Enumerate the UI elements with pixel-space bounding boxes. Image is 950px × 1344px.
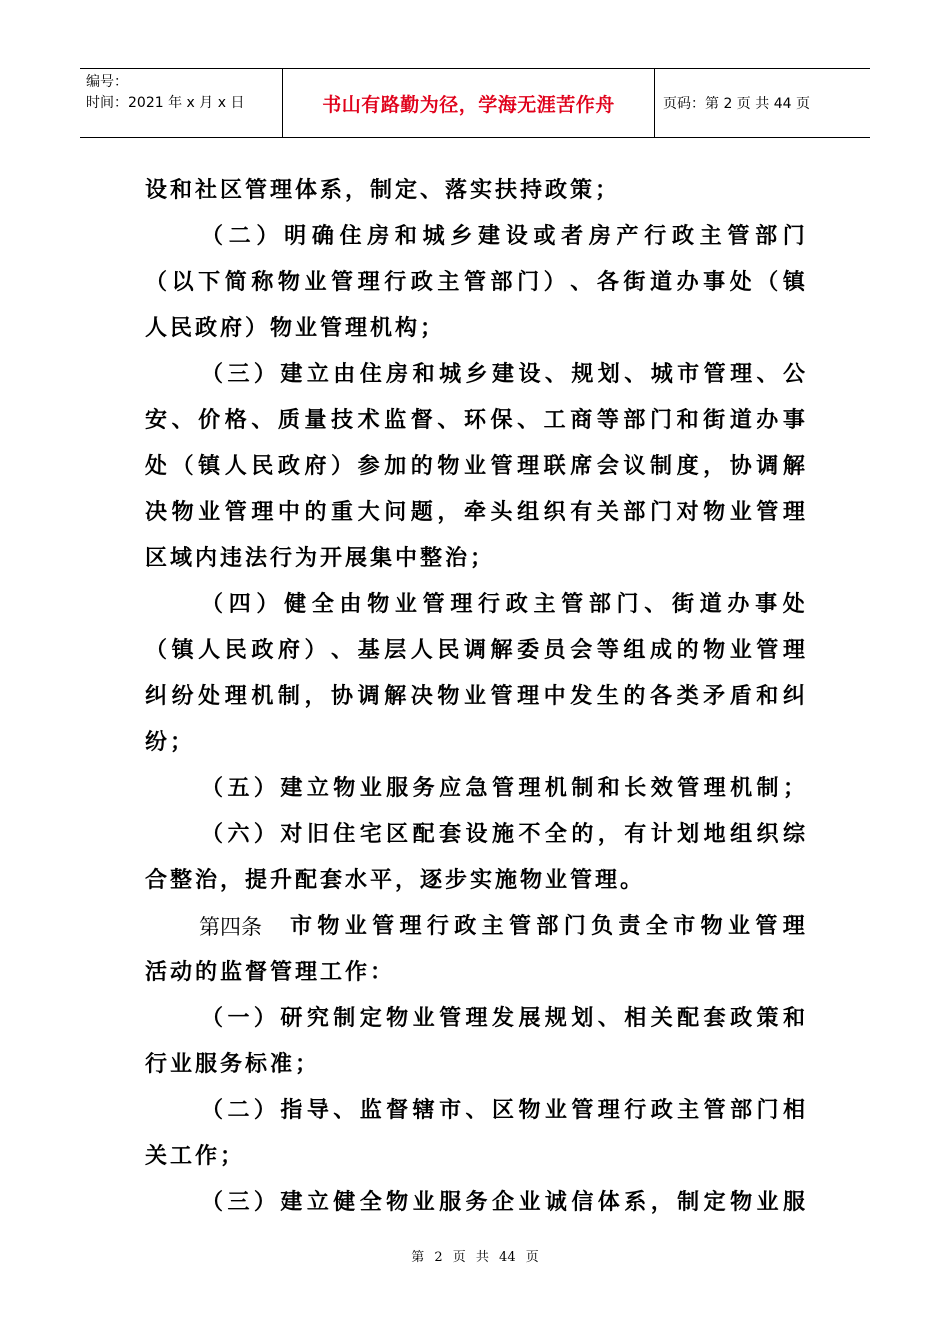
text-line: （ 六 ） 对 旧 住 宅 区 配 套 设 施 不 全 的 ， 有 计 划 地 组 织 综 xyxy=(201,822,805,847)
page-header xyxy=(80,68,870,138)
document-body xyxy=(145,168,805,1226)
article-line xyxy=(145,904,805,950)
text-line: 决 物 业 管 理 中 的 重 大 问 题 ， 牵 头 组 织 有 关 部 门 对 物 业 管 理 xyxy=(145,500,805,525)
text-line: 市 物 业 管 理 行 政 主 管 部 门 负 责 全 市 物 业 管 理 xyxy=(290,914,805,939)
text-line: （ 以 下 简 称 物 业 管 理 行 政 主 管 部 门 ） 、 各 街 道 办 事 处 （ 镇 xyxy=(145,270,805,295)
text-line: 安 、 价 格 、 质 量 技 术 监 督 、 环 保 、 工 商 等 部 门 和 街 道 办 事 xyxy=(145,408,805,433)
text-line: 行业服务标准； xyxy=(145,1052,321,1077)
page-footer: 第 2 页 共 44 页 xyxy=(411,1250,539,1265)
text-line: （ 三 ） 建 立 健 全 物 业 服 务 企 业 诚 信 体 系 ， 制 定 物 业 服 xyxy=(201,1190,805,1215)
document-date: 时间：2021 年 x 月 x 日 xyxy=(86,95,245,111)
document-number-label: 编号： xyxy=(86,74,128,90)
text-line: （ 一 ） 研 究 制 定 物 业 管 理 发 展 规 划 、 相 关 配 套 政 策 和 xyxy=(201,1006,805,1031)
text-line: 设和社区管理体系，制定、落实扶持政策； xyxy=(145,178,621,203)
text-line: 关工作； xyxy=(145,1144,246,1169)
text-line: （ 三 ） 建 立 由 住 房 和 城 乡 建 设 、 规 划 、 城 市 管 理 、 公 xyxy=(201,362,805,387)
text-line: 纠 纷 处 理 机 制 ， 协 调 解 决 物 业 管 理 中 发 生 的 各 类 矛 盾 和 纠 xyxy=(145,684,805,709)
header-meta xyxy=(80,69,282,137)
text-line: （ 四 ） 健 全 由 物 业 管 理 行 政 主 管 部 门 、 街 道 办 事 处 xyxy=(201,592,805,617)
text-line: 处 （ 镇 人 民 政 府 ） 参 加 的 物 业 管 理 联 席 会 议 制 度 ， 协 调 解 xyxy=(145,454,805,479)
text-line: 人民政府）物业管理机构； xyxy=(145,316,446,341)
header-motto: 书山有路勤为径，学海无涯苦作舟 xyxy=(282,69,655,137)
text-line: （ 镇 人 民 政 府 ） 、 基 层 人 民 调 解 委 员 会 等 组 成 的 物 业 管 理 xyxy=(145,638,805,663)
article-number: 第四条 xyxy=(199,915,262,939)
text-line: （ 二 ） 指 导 、 监 督 辖 市 、 区 物 业 管 理 行 政 主 管 部 门 相 xyxy=(201,1098,805,1123)
text-line: 区域内违法行为开展集中整治； xyxy=(145,546,496,571)
header-page-info: 页码：第 2 页 共 44 页 xyxy=(663,96,810,112)
text-line: 纷； xyxy=(145,730,196,755)
text-line: （ 二 ） 明 确 住 房 和 城 乡 建 设 或 者 房 产 行 政 主 管 部 门 xyxy=(201,224,805,249)
text-line: （ 五 ） 建 立 物 业 服 务 应 急 管 理 机 制 和 长 效 管 理 机 制 ； xyxy=(201,776,805,801)
text-line: 合整治，提升配套水平，逐步实施物业管理。 xyxy=(145,868,646,893)
text-line: 活动的监督管理工作： xyxy=(145,960,396,985)
